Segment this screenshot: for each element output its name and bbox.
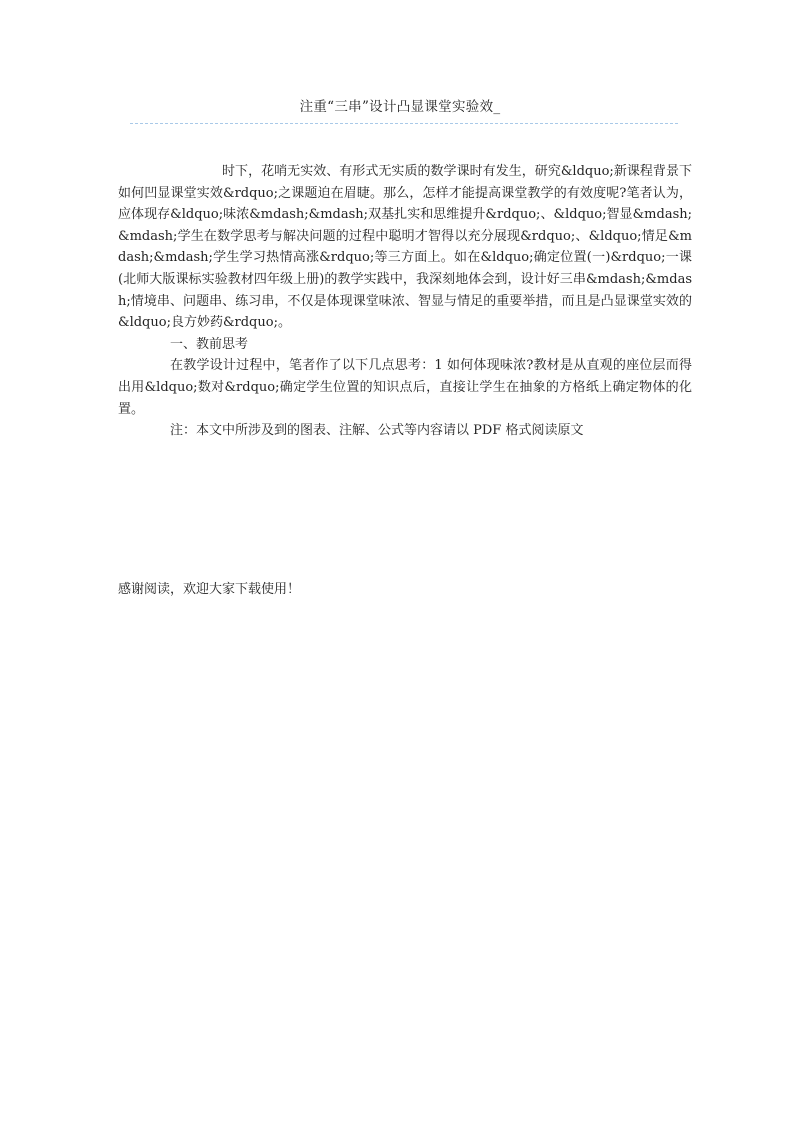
document-title: 注重“三串”设计凸显课堂实验效_ — [299, 99, 501, 115]
paragraph-intro: 时下，花哨无实效、有形式无实质的数学课时有发生，研究&ldquo;新课程背景下如何凹显课堂实效&rdquo;之课题迫在眉睫。那么，怎样才能提高课堂教学的有效度呢?笔者认为，应体现存&ldquo;味浓&mdash;&mdash;双基扎实和思维提升&rdquo;、&ldquo;智显&mdash;&mdash;学生在数学思考与解决问题的过程中聪明才智得以充分展现&rdquo;、&ldquo;情足&mdash;&mdash;学生学习热情高涨&rdquo;等三方面上。如在&ldquo;确定位置(一)&rdquo;一课(北师大版课标实验教材四年级上册)的教学实践中，我深刻地体会到，设计好三串&mdash;&mdash;情境串、问题串、练习串，不仅是体现课堂味浓、智显与情足的重要举措，而且是凸显课堂实效的&ldquo;良方妙药&rdquo;。 — [118, 164, 692, 331]
section-heading: 一、教前思考 — [170, 336, 249, 352]
paragraph-note: 注：本文中所涉及到的图表、注解、公式等内容请以 PDF 格式阅读原文 — [170, 423, 584, 439]
closing-text: 感谢阅读，欢迎大家下载使用！ — [118, 582, 301, 597]
title-divider — [130, 123, 678, 124]
document-body — [118, 161, 692, 442]
paragraph-reflection: 在教学设计过程中，笔者作了以下几点思考：1 如何体现味浓?教材是从直观的座位层而得出用&ldquo;数对&rdquo;确定学生位置的知识点后，直接让学生在抽象的方格纸上确定物体的化置。 — [118, 358, 692, 417]
